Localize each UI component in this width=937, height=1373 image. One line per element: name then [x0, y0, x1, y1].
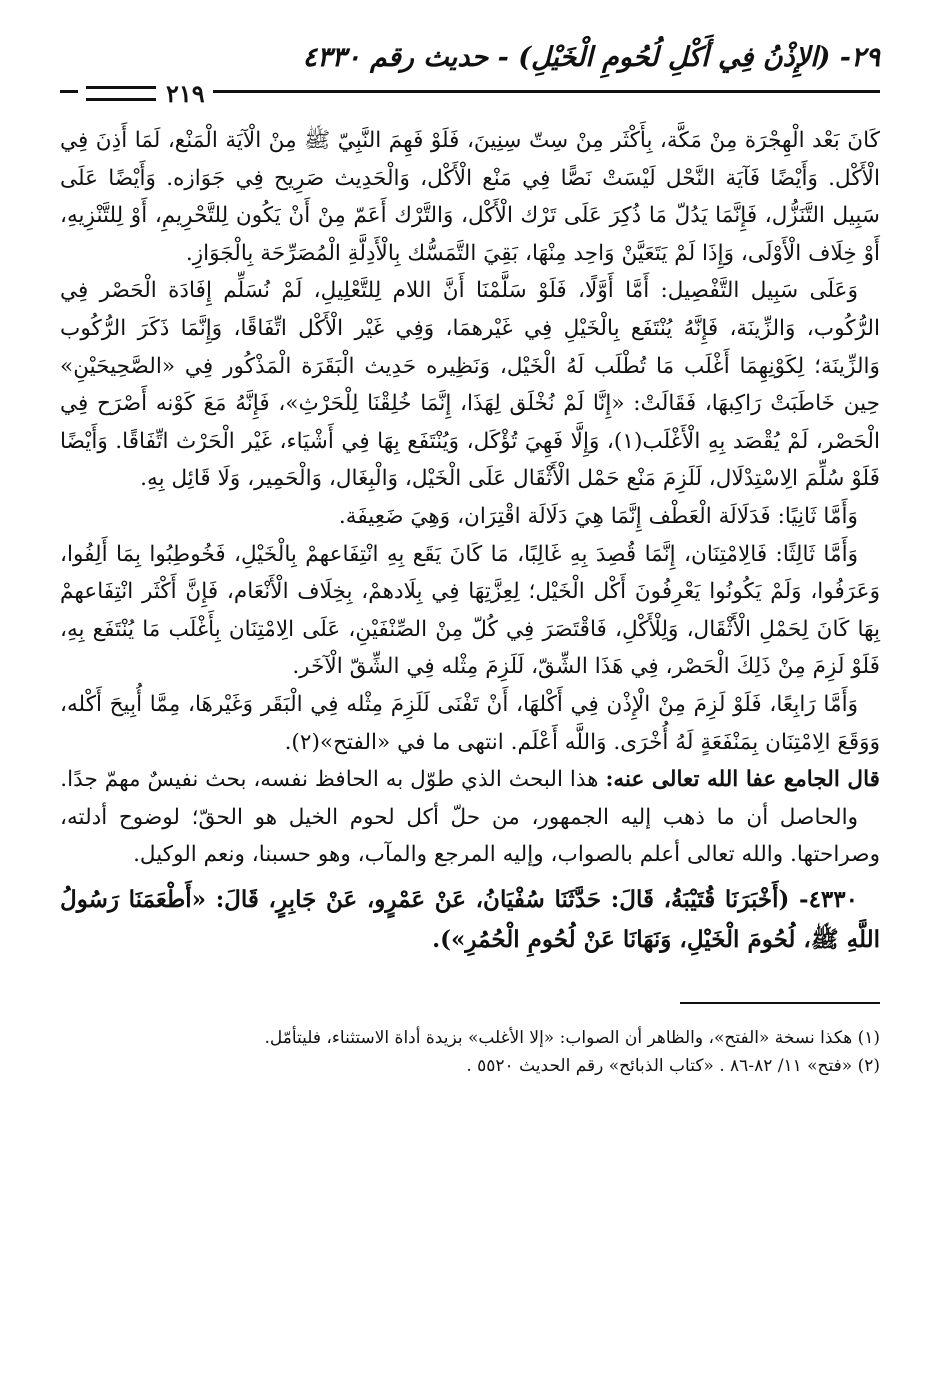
- paragraph-3: وَأَمَّا ثَانِيًا: فَدَلَالَة الْعَطْف إِنَّمَا هِيَ دَلَالَة اقْتِرَان، وَهِيَ ضَعِيفَة.: [338, 503, 858, 529]
- conclusion-paragraph: والحاصل أن ما ذهب إليه الجمهور، من حلّ أكل لحوم الخيل هو الحقّ؛ لوضوح أدلته، وصراحتها. والله تعالى أعلم بالصواب، وإليه المرجع والمآب، وهو حسبنا، ونعم الوكيل.: [60, 804, 880, 868]
- jami-paragraph: [60, 761, 880, 799]
- header-double-rule: [86, 86, 156, 101]
- paragraph-4: وَأَمَّا ثَالِثًا: فَالِامْتِنَان، إِنَّمَا قُصِدَ بِهِ غَالِبًا، مَا كَانَ يَقَع بِهِ انْتِفَاعهمْ بِالْخَيْلِ، فَخُوطِبُوا بِمَا أَلِفُوا، وَعَرَفُوا، وَلَمْ يَكُونُوا يَعْرِفُونَ أَكْل الْخَيْل؛ لِعِزَّتِهَا فِي بِلَادهمْ، بِخِلَاف الْأَنْعَام، فَإِنَّ أَكْثَر انْتِفَاعهمْ بِهَا كَانَ لِحَمْلِ الْأَثْقَال، وَلِلْأَكْلِ، فَاقْتَصَرَ فِي كُلّ مِنْ الصِّنْفَيْنِ، عَلَى الِامْتِنَان بِأَغْلَب مَا يُنْتَفَع بِهِ، فَلَوْ لَزِمَ مِنْ ذَلِكَ الْحَصْر، فِي هَذَا الشِّقّ، لَلَزِمَ مِثْله فِي الشِّقّ الْآخَر.: [60, 541, 880, 680]
- footnote-1: (١) هكذا نسخة «الفتح»، والظاهر أن الصواب: «إلا الأغلب» بزيدة أداة الاستثناء، فليتأمّل.: [264, 1027, 880, 1048]
- page-number-box: [78, 80, 213, 106]
- jami-text: هذا البحث الذي طوّل به الحافظ نفسه، بحث نفيسٌ مهمّ جدًا.: [60, 767, 606, 793]
- body-text: [60, 122, 880, 960]
- page-number: ٢١٩: [166, 78, 205, 108]
- page-header: [60, 40, 880, 110]
- paragraph-2: وَعَلَى سَبِيل التَّفْصِيل: أَمَّا أَوَّلًا، فَلَوْ سَلَّمْنَا أَنَّ اللام لِلتَّعْلِيلِ، لَمْ نُسَلِّم إِفَادَة الْحَصْر فِي الرُّكُوب، وَالزِّينَة، فَإِنَّهُ يُنْتَفَع بِالْخَيْلِ فِي غَيْرهمَا، وَفِي غَيْر الْأَكْل اتِّفَاقًا، وَإِنَّمَا ذَكَرَ الرُّكُوب وَالزِّينَة؛ لِكَوْنِهِمَا أَغْلَب مَا تُطْلَب لَهُ الْخَيْل، وَنَظِيره حَدِيث الْبَقَرَة الْمَذْكُور فِي «الصَّحِيحَيْنِ» حِين خَاطَبَتْ رَاكِبهَا، فَقَالَتْ: «إِنَّا لَمْ نُخْلَق لِهَذَا، إِنَّمَا خُلِقْنَا لِلْحَرْثِ»، فَإِنَّهُ مَعَ كَوْنه أَصْرَح فِي الْحَصْر، لَمْ يُقْصَد بِهِ الْأَغْلَب(١)، وَإِلَّا فَهِيَ تُؤْكَل، وَيُنْتَفَع بِهَا فِي أَشْيَاء، غَيْر الْحَرْث اتِّفَاقًا. وَأَيْضًا فَلَوْ سُلِّمَ الِاسْتِدْلَال، لَلَزِمَ مَنْع حَمْل الْأَثْقَال عَلَى الْخَيْل، وَالْبِغَال، وَالْحَمِير، وَلَا قَائِل بِهِ.: [60, 278, 881, 492]
- document-page: [60, 40, 880, 1340]
- jami-label: قال الجامع عفا الله تعالى عنه:: [605, 767, 880, 793]
- footnote-2: (٢) «فتح» ١١/ ٨٢-٨٦ . «كتاب الذبائح» رقم الحديث ٥٥٢٠ .: [466, 1055, 880, 1076]
- paragraph-1: كَانَ بَعْد الْهِجْرَة مِنْ مَكَّة، بِأَكْثَر مِنْ سِتّ سِنِينَ، فَلَوْ فَهِمَ النَّبِيّ ﷺ مِنْ الْآيَة الْمَنْع، لَمَا أَذِنَ فِي الْأَكْل. وَأَيْضًا فَآيَة النَّحْل لَيْسَتْ نَصًّا فِي مَنْع الْأَكْل، وَالْحَدِيث صَرِيح فِي جَوَازه. وَأَيْضًا عَلَى سَبِيل التَّنَزُّل، فَإِنَّمَا يَدُلّ مَا ذُكِرَ عَلَى تَرْك الْأَكْل، وَالتَّرْك أَعَمّ مِنْ أَنْ يَكُون لِلتَّحْرِيمِ، أَوْ لِلتَّنْزِيهِ، أَوْ خِلَاف الْأَوْلَى، وَإِذَا لَمْ يَتَعَيَّنْ وَاحِد مِنْهَا، بَقِيَ التَّمَسُّك بِالْأَدِلَّةِ الْمُصَرِّحَة بِالْجَوَازِ.: [60, 128, 880, 266]
- paragraph-5: وَأَمَّا رَابِعًا، فَلَوْ لَزِمَ مِنْ الْإِذْن فِي أَكْلهَا، أَنْ تَفْنَى لَلَزِمَ مِثْله فِي الْبَقَر وَغَيْرهَا، مِمَّا أُبِيحَ أَكْله، وَوَقَعَ الِامْتِنَان بِمَنْفَعَةٍ لَهُ أُخْرَى. وَاللَّه أَعْلَم. انتهى ما في «الفتح»(٢).: [60, 691, 880, 755]
- running-title: ٢٩- (الإِذْنُ فِي أَكْلِ لُحُومِ الْخَيْلِ) - حديث رقم ٤٣٣٠: [302, 42, 880, 73]
- footnote-rule: [680, 1002, 880, 1004]
- hadith-text: ٤٣٣٠- (أَخْبَرَنَا قُتَيْبَةُ، قَالَ: حَدَّثَنَا سُفْيَانُ، عَنْ عَمْرٍو، عَنْ جَابِرٍ، قَالَ: «أَطْعَمَنَا رَسُولُ اللَّهِ ﷺ، لُحُومَ الْخَيْلِ، وَنَهَانَا عَنْ لُحُومِ الْحُمُرِ»).: [60, 885, 880, 953]
- footnotes: [60, 1024, 880, 1080]
